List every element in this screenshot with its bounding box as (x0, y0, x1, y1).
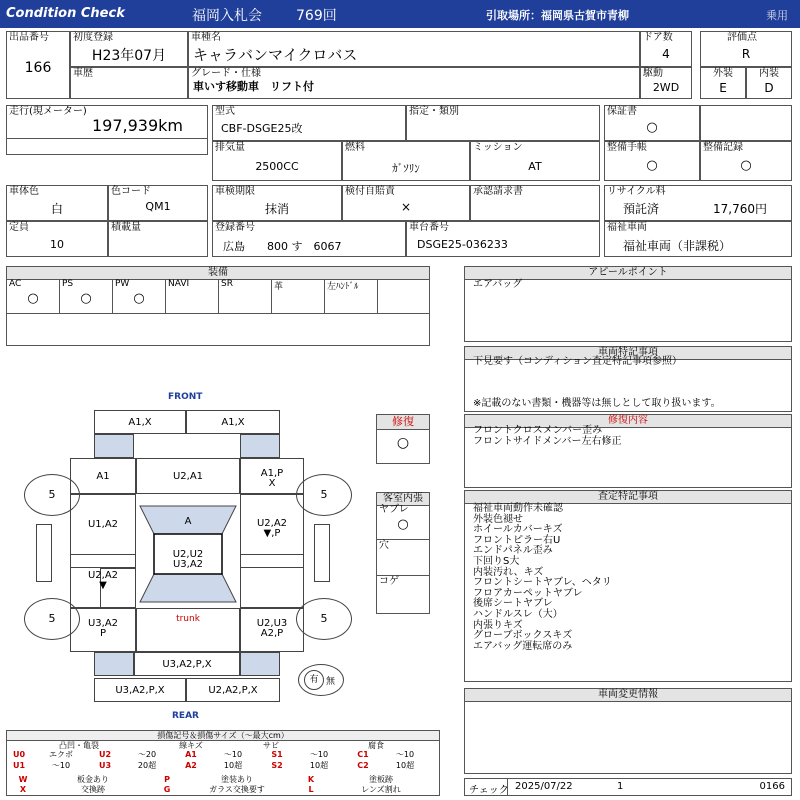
interior-value: D (764, 81, 774, 95)
front-corner-right (240, 434, 280, 458)
repair-flag-title: 修復 (377, 415, 429, 430)
displacement-label: 排気量 (215, 142, 245, 153)
legend-code: U3 (98, 761, 112, 770)
designation-cell (406, 105, 600, 141)
reg-cell (212, 221, 406, 257)
legend-code: S2 (271, 761, 283, 770)
legend-title: 損傷記号＆損傷サイズ（～最大cm） (7, 731, 439, 741)
assessment-line: フロントシートヤブレ、ヘタリ (473, 577, 612, 589)
equipment-item-label: NAVI (168, 279, 190, 289)
auction-name: 福岡入札会 (192, 8, 262, 24)
panel-left-mid: U1,A2 (70, 494, 136, 568)
equipment-item-label: 革 (274, 282, 284, 292)
rear-corner-right (240, 652, 280, 676)
appeal-text: エアバッグ (473, 279, 523, 290)
mission-cell (470, 141, 600, 181)
fuel-value: ｶﾞｿﾘﾝ (392, 162, 420, 175)
rear-label: REAR (172, 711, 199, 721)
interior-label: 内装 (759, 68, 779, 79)
equipment-item-label: AC (9, 279, 22, 289)
first-reg-cell (70, 31, 188, 67)
repair-box (464, 414, 792, 488)
panel-right-rear: U2,U3 A2,P (240, 608, 304, 652)
pickup-location: 引取場所：福岡県古賀市青柳 (486, 9, 629, 22)
rear-corner-left (94, 652, 134, 676)
legend-group-label: 線キズ (179, 741, 203, 750)
load-cell (108, 221, 208, 257)
exterior-cell (700, 67, 746, 99)
legend-code: U1 (12, 761, 26, 770)
score-cell (700, 31, 792, 67)
name-cell (188, 31, 640, 67)
assessment-line: ホイールカバーキズ (473, 524, 563, 536)
manual-mark: ○ (646, 158, 658, 173)
inspection-cell (212, 185, 342, 221)
equipment-item (166, 279, 219, 313)
grade-cell (188, 67, 640, 99)
drive-value: 2WD (652, 81, 680, 94)
legend-code: G (163, 785, 171, 794)
grade-value: 車いす移動車 リフト付 (193, 80, 314, 93)
mission-label: ミッション (473, 142, 523, 153)
equipment-item (113, 279, 166, 313)
legend-code: X (19, 785, 27, 794)
equipment-box (6, 266, 430, 346)
displacement-value: 2500CC (255, 160, 299, 173)
legend-desc: ～20 (137, 750, 157, 759)
spare-tire-yes: 有 (304, 670, 324, 690)
cabin-tear-label: ヤブレ (379, 504, 409, 515)
panel-right-front: A1,P X (240, 458, 304, 494)
appeal-title: アピールポイント (465, 267, 791, 280)
capacity-label: 定員 (9, 222, 29, 233)
legend-group-label: 腐食 (368, 741, 384, 750)
repair-title: 修復内容 (465, 415, 791, 428)
legend-desc: ～10 (223, 750, 243, 759)
front-label: FRONT (168, 392, 203, 402)
panel-rear-left: U3,A2,P,X (94, 678, 186, 702)
repair-flag-box (376, 414, 430, 464)
doors-label: ドア数 (643, 32, 673, 43)
approval-label: 承認請求書 (473, 186, 523, 197)
assessment-line: ハンドルスレ（大） (473, 608, 563, 620)
equipment-item-label: 左ﾊﾝﾄﾞﾙ (327, 282, 359, 292)
panel-right-rear-door (240, 554, 304, 608)
legend-desc: 交換跡 (81, 785, 105, 794)
score-value: R (741, 47, 751, 61)
assessment-line: 後席シートヤブレ (473, 598, 553, 610)
assessment-line: 外装色褪せ (473, 513, 523, 525)
lot-cell (6, 31, 70, 99)
check-count: 1 (617, 781, 624, 792)
mission-value: AT (528, 160, 542, 173)
chassis-label: 車台番号 (409, 222, 449, 233)
special-line1: 下見要す（コンディション査定特記事項参照） (473, 356, 682, 367)
history-cell (70, 67, 188, 99)
legend-group-label: 凸凹・亀裂 (59, 741, 99, 750)
legend-code: S1 (271, 750, 283, 759)
legend-code: A1 (185, 750, 197, 759)
doors-value: 4 (662, 47, 670, 61)
exterior-label: 外装 (713, 68, 733, 79)
recycle-status: 預託済 (623, 202, 660, 216)
equipment-item (325, 279, 378, 313)
displacement-cell (212, 141, 342, 181)
welfare-value: 福祉車両（非課税） (623, 239, 732, 253)
cabin-title: 客室内張 (377, 493, 429, 506)
load-label: 積載量 (111, 222, 141, 233)
manual-cell (604, 141, 700, 181)
tire-rear-left: 5 (24, 598, 80, 640)
vehicle-name: キャラバンマイクロバス (193, 46, 358, 64)
lot-label: 出品番号 (9, 32, 49, 43)
equipment-item-mark: ○ (27, 291, 39, 306)
mileage-value: 197,939km (91, 116, 183, 135)
score-label: 評価点 (727, 32, 757, 43)
tire-rear-right: 5 (296, 598, 352, 640)
welfare-cell (604, 221, 792, 257)
records-mark: ○ (740, 158, 752, 173)
recycle-label: リサイクル料 (607, 186, 666, 197)
capacity-cell (6, 221, 108, 257)
drive-cell (640, 67, 692, 99)
chassis-cell (406, 221, 600, 257)
manual-label: 整備手帳 (607, 142, 647, 153)
panel-top-left: A1,X (94, 410, 186, 434)
legend-desc: ～10 (51, 761, 71, 770)
equipment-item-label: PW (115, 279, 130, 289)
panel-left-front: A1 (70, 458, 136, 494)
legend-desc: 塗板跡 (369, 775, 393, 784)
legend-desc: ガラス交換要す (209, 785, 265, 794)
panel-top-right: A1,X (186, 410, 280, 434)
panel-left-rear: U3,A2 P (70, 608, 136, 652)
panel-right-mid: U2,A2 ▼,P (240, 494, 304, 568)
history-label: 車歴 (73, 68, 93, 79)
first-reg-value: H23年07月 (91, 48, 167, 64)
assessment-line: エンドパネル歪み (473, 545, 553, 557)
cabin-tear-mark: ○ (397, 517, 409, 532)
designation-label: 指定・類別 (409, 106, 459, 117)
warranty-cell (604, 105, 700, 141)
check-date: 2025/07/22 (515, 781, 573, 792)
lot-number: 166 (24, 60, 52, 76)
model-cell (212, 105, 406, 141)
equipment-item-mark: ○ (80, 291, 92, 306)
panel-rear-right: U2,A2,P,X (186, 678, 280, 702)
auction-session: 769回 (296, 8, 337, 24)
mileage-cell (6, 105, 208, 155)
front-corner-left (94, 434, 134, 458)
panel-hood: A (184, 516, 192, 527)
header-bar (0, 0, 800, 28)
welfare-label: 福祉車両 (607, 222, 647, 233)
legend-desc: 10超 (309, 761, 329, 770)
warranty-blank (700, 105, 792, 141)
form-title: Condition Check (6, 6, 125, 21)
cabin-box (376, 492, 430, 614)
cabin-burn-label: コゲ (379, 576, 399, 587)
usage-type: 乗用 (766, 9, 788, 22)
panel-left-rear-door-label: U2,A2 ▼ (70, 554, 136, 608)
legend-desc: 塗装あり (221, 775, 253, 784)
approval-cell (470, 185, 600, 221)
color-value: 白 (50, 202, 63, 216)
special-line2: ※記載のない書類・機器等は無しとして取り扱います。 (473, 398, 721, 409)
right-mirror (314, 524, 330, 582)
special-box (464, 346, 792, 412)
legend-desc: レンズ割れ (361, 785, 401, 794)
color-code-value: QM1 (145, 200, 171, 213)
color-code-label: 色コード (111, 186, 151, 197)
change-box (464, 688, 792, 774)
equipment-item (60, 279, 113, 313)
color-cell (6, 185, 108, 221)
reg-label: 登録番号 (215, 222, 255, 233)
repair-flag-mark: ○ (396, 435, 410, 451)
repair-line: フロントサイドメンバー左右修正 (473, 435, 622, 447)
chassis-value: DSGE25-036233 (417, 238, 508, 251)
spare-outline (298, 664, 344, 696)
insurance-value: × (400, 200, 412, 214)
drive-label: 駆動 (643, 68, 663, 79)
repair-line: フロントクロスメンバー歪み (473, 425, 603, 436)
cabin-hole-label: 穴 (379, 540, 389, 551)
fuel-cell (342, 141, 470, 181)
warranty-label: 保証書 (607, 106, 637, 117)
equipment-title: 装備 (7, 267, 429, 280)
footer-bar (464, 778, 792, 796)
records-label: 整備記録 (703, 142, 743, 153)
legend-desc: 10超 (223, 761, 243, 770)
tire-front-left: 5 (24, 474, 80, 516)
legend-desc: 20超 (137, 761, 157, 770)
color-code-cell (108, 185, 208, 221)
equipment-item-mark: ○ (133, 291, 145, 306)
assessment-line: フロアカーペットヤブレ (473, 587, 583, 599)
assessment-title: 査定特記事項 (465, 491, 791, 504)
legend-code: L (308, 785, 314, 794)
assessment-line: 内張りキズ (473, 619, 523, 631)
change-title: 車両変更情報 (465, 689, 791, 702)
insurance-label: 検付自賠責 (345, 186, 395, 197)
model-label: 型式 (215, 106, 235, 117)
doors-cell (640, 31, 692, 67)
recycle-amount: 17,760円 (713, 202, 767, 216)
legend-code: A2 (185, 761, 197, 770)
recycle-cell (604, 185, 792, 221)
first-reg-label: 初度登録 (73, 32, 113, 43)
legend-code: U0 (12, 750, 26, 759)
trunk-label: trunk (176, 614, 200, 624)
grade-label: グレード・仕様 (191, 68, 261, 79)
panel-bumper: U3,A2,P,X (134, 652, 240, 676)
legend-code: C2 (357, 761, 369, 770)
capacity-value: 10 (50, 238, 64, 251)
legend-desc: 板金あり (77, 775, 109, 784)
model-value: CBF-DSGE25改 (221, 122, 303, 135)
assessment-line: 内装汚れ、キズ (473, 566, 544, 578)
warranty-mark: ○ (646, 120, 658, 135)
assessment-line: グローブボックスキズ (473, 630, 573, 642)
check-label: チェック (469, 785, 509, 796)
legend-code: C1 (357, 750, 369, 759)
inspection-value: 抹消 (264, 202, 289, 216)
equipment-item-label: PS (62, 279, 74, 289)
legend-desc: 10超 (395, 761, 415, 770)
check-code: 0166 (759, 781, 785, 792)
assessment-line: 福祉車両動作未確認 (473, 503, 563, 514)
mileage-label: 走行(現メーター) (9, 106, 87, 117)
color-label: 車体色 (9, 186, 39, 197)
equipment-item (272, 279, 325, 313)
legend-code: P (164, 775, 170, 784)
legend-code: K (307, 775, 315, 784)
equipment-item (219, 279, 272, 313)
legend-code: W (18, 775, 28, 784)
appeal-box (464, 266, 792, 342)
legend-box (6, 730, 440, 796)
legend-group-label: サビ (263, 741, 279, 750)
left-mirror (36, 524, 52, 582)
legend-desc: ～10 (395, 750, 415, 759)
damage-diagram (20, 388, 440, 728)
assessment-line: フロントピラー右U (473, 534, 561, 546)
reg-value: 広島 800 す 6067 (223, 240, 342, 253)
tire-front-right: 5 (296, 474, 352, 516)
inspection-label: 車検期限 (215, 186, 255, 197)
legend-code: U2 (98, 750, 112, 759)
fuel-label: 燃料 (345, 142, 365, 153)
name-label: 車種名 (191, 32, 221, 43)
legend-desc: エクボ (49, 750, 73, 759)
equipment-item-label: SR (221, 279, 233, 289)
assessment-box (464, 490, 792, 682)
assessment-line: 下回りS大 (473, 555, 520, 567)
assessment-line: エアバッグ運転席のみ (473, 640, 573, 652)
insurance-cell (342, 185, 470, 221)
interior-cell (746, 67, 792, 99)
exterior-value: E (719, 81, 727, 95)
special-title: 車両特記事項 (465, 347, 791, 360)
equipment-item (7, 279, 60, 313)
records-cell (700, 141, 792, 181)
panel-center-front: U2,A1 (136, 458, 240, 494)
spare-tire-no: 無 (326, 677, 336, 687)
legend-desc: ～10 (309, 750, 329, 759)
panel-roof: U2,U2 U3,A2 (172, 549, 204, 570)
